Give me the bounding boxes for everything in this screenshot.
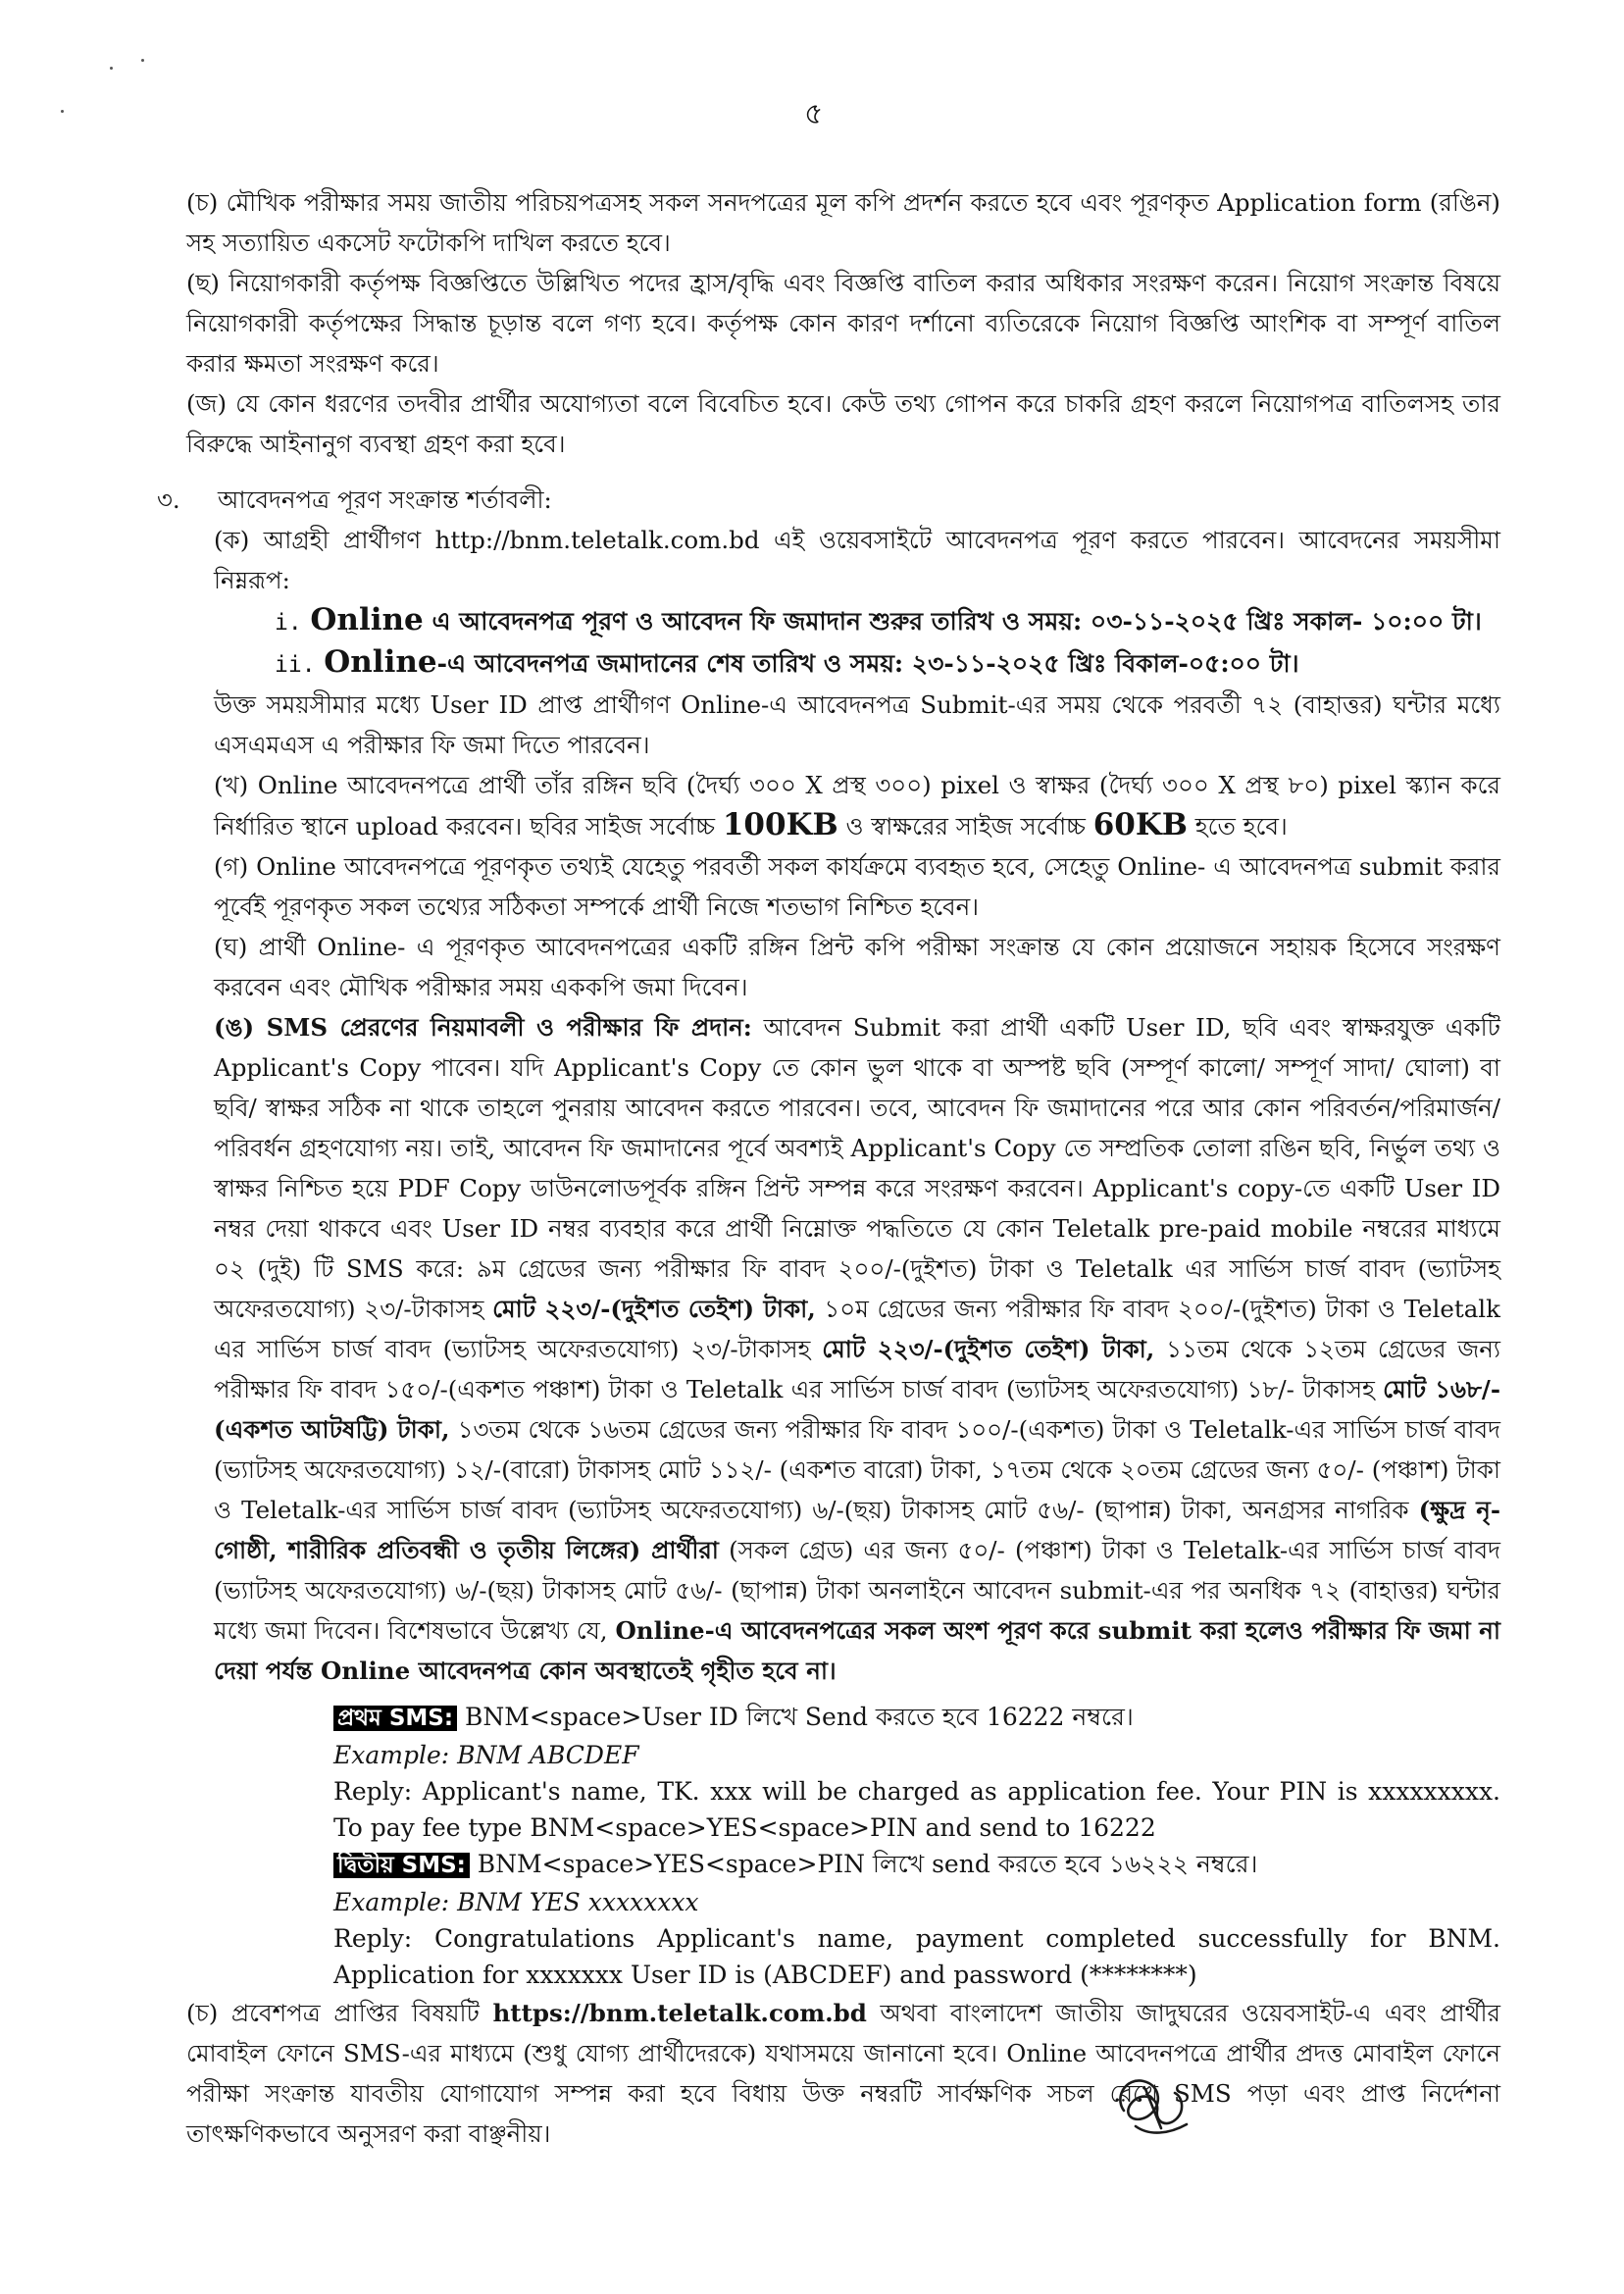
sms-second — [333, 1846, 1500, 1884]
uo-text-5: (সকল গ্রেড) এর জন্য ৫০/- (পঞ্চাশ) টাকা ও Teletalk-এর সার্ভিস চার্জ বাবদ (ভ্যাটসহ অফেরতযোগ্য) ৬/-(ছয়) টাকাসহ মোট ৫৬/- (ছাপান্ন) টাকা অনলাইনে আবেদন submit-এর পর অনধিক ৭২ (বাহাত্তর) ঘন্টার মধ্যে জমা দিবেন। বিশেষভাবে উল্লেখ্য যে, — [214, 1536, 1500, 1645]
section-3 — [157, 480, 1501, 1691]
sms-first-text: BNM<space>User ID লিখে Send করতে হবে 16222 নম্বরে। — [457, 1703, 1134, 1731]
sms-first-label: প্রথম SMS: — [333, 1706, 457, 1731]
sms-second-label: দ্বিতীয় SMS: — [333, 1853, 470, 1878]
timeline-1-online: Online — [310, 602, 424, 637]
section-number: ৩. — [157, 485, 180, 514]
sms-first-example: Example: BNM ABCDEF — [333, 1741, 639, 1769]
timeline-note: উক্ত সময়সীমার মধ্যে User ID প্রাপ্ত প্রার্থীগণ Online-এ আবেদনপত্র Submit-এর সময় থেকে পরবর্তী ৭২ (বাহাত্তর) ঘন্টার মধ্যে এসএমএস এ পরীক্ষার ফি জমা দিতে পারবেন। — [214, 690, 1500, 759]
uo-text-4: ১৩তম থেকে ১৬তম গ্রেডের জন্য পরীক্ষার ফি বাবদ ১০০/-(একশত) টাকা ও Teletalk-এর সার্ভিস চার্জ বাবদ (ভ্যাটসহ অফেরতযোগ্য) ১২/-(বারো) টাকাসহ মোট ১১২/- (একশত বারো) টাকা, ১৭তম থেকে ২০তম গ্রেডের জন্য ৫০/- (পঞ্চাশ) টাকা ও Teletalk-এর সার্ভিস চার্জ বাবদ (ভ্যাটসহ অফেরতযোগ্য) ৬/-(ছয়) টাকাসহ মোট ৫৬/- (ছাপান্ন) টাকা, অনগ্রসর নাগরিক — [214, 1415, 1501, 1524]
clause-ga: (গ) Online আবেদনপত্রে পূরণকৃত তথ্যই যেহেতু পরবর্তী সকল কার্যক্রমে ব্যবহৃত হবে, সেহেতু Online- এ আবেদনপত্র submit করার পূর্বেই পূরণকৃত সকল তথ্যের সঠিকতা সম্পর্কে প্রার্থী নিজে শতভাগ নিশ্চিত হবেন। — [214, 852, 1500, 921]
timeline-1-number: i. — [275, 610, 302, 636]
admit-text-2: অথবা বাংলাদেশ জাতীয় জাদুঘরের ওয়েবসাইট-এ এবং প্রার্থীর মোবাইল ফোনে SMS-এর মাধ্যমে (শুধু যোগ্য প্রার্থীদেরকে) যথাসময়ে জানানো হবে। Online আবেদনপত্রে প্রার্থীর প্রদত্ত মোবাইল ফোনে পরীক্ষা সংক্রান্ত যাবতীয় যোগাযোগ সম্পন্ন করা হবে বিধায় উক্ত নম্বরটি সার্বক্ষণিক সচল রেখে SMS পড়া এবং প্রাপ্ত নির্দেশনা তাৎক্ষণিকভাবে অনুসরণ করা বাঞ্ছনীয়। — [186, 1999, 1501, 2148]
photo-size-limit: 100KB — [722, 807, 838, 842]
signature-size-limit: 60KB — [1092, 807, 1188, 842]
clause-kha — [214, 765, 1500, 846]
clause-cha: (চ) মৌখিক পরীক্ষার সময় জাতীয় পরিচয়পত্রসহ সকল সনদপত্রের মূল কপি প্রদর্শন করতে হবে এবং পূরণকৃত Application form (রঙিন) সহ সত্যায়িত একসেট ফটোকপি দাখিল করতে হবে। — [186, 188, 1500, 257]
kha-text-2: ও স্বাক্ষরের সাইজ সর্বোচ্চ — [837, 812, 1093, 841]
uo-heading: (ঙ) SMS প্রেরণের নিয়মাবলী ও পরীক্ষার ফি প্রদান: — [214, 1013, 752, 1042]
section-heading: আবেদনপত্র পূরণ সংক্রান্ত শর্তাবলী: — [218, 485, 552, 514]
uo-total-10th: মোট ২২৩/-(দুইশত তেইশ) টাকা, — [822, 1335, 1155, 1363]
timeline-1-text: এ আবেদনপত্র পূরণ ও আবেদন ফি জমাদান শুরুর তারিখ ও সময়: ০৩-১১-২০২৫ খ্রিঃ সকাল- ১০:০০ টা। — [423, 607, 1482, 636]
uo-total-9th: মোট ২২৩/-(দুইশত তেইশ) টাকা, — [492, 1295, 816, 1323]
admit-url: https://bnm.teletalk.com.bd — [492, 1999, 867, 2027]
timeline-2-text: -এ আবেদনপত্র জমাদানের শেষ তারিখ ও সময়: ২৩-১১-২০২৫ খ্রিঃ বিকাল-০৫:০০ টা। — [436, 649, 1299, 678]
uo-notice: Online-এ আবেদনপত্রের সকল অংশ পূরণ করে submit করা হলেও পরীক্ষার ফি জমা না দেয়া পর্যন্ত Online আবেদনপত্র কোন অবস্থাতেই গৃহীত হবে না। — [214, 1616, 1500, 1685]
document-body — [157, 182, 1501, 2154]
uo-backward-citizens: (ক্ষুদ্র নৃ-গোষ্ঠী, শারীরিক প্রতিবন্ধী ও তৃতীয় লিঙ্গের) প্রার্থীরা — [214, 1496, 1500, 1564]
timeline-2 — [214, 642, 1500, 685]
signature-initial — [1106, 2067, 1194, 2142]
timeline-2-number: ii. — [275, 652, 316, 678]
kha-text-3: হতে হবে। — [1187, 812, 1288, 841]
admit-text-1: (চ) প্রবেশপত্র প্রাপ্তির বিষয়টি — [186, 1999, 493, 2027]
page-number: ৫ — [804, 97, 824, 131]
clause-ka: (ক) আগ্রহী প্রার্থীগণ http://bnm.teletalk.com.bd এই ওয়েবসাইটে আবেদনপত্র পূরণ করতে পারবেন। আবেদনের সময়সীমা নিম্নরূপ: — [214, 526, 1500, 594]
clause-ja: (জ) যে কোন ধরণের তদবীর প্রার্থীর অযোগ্যতা বলে বিবেচিত হবে। কেউ তথ্য গোপন করে চাকরি গ্রহণ করলে নিয়োগপত্র বাতিলসহ তার বিরুদ্ধে আইনানুগ ব্যবস্থা গ্রহণ করা হবে। — [186, 389, 1500, 458]
sms-second-example: Example: BNM YES xxxxxxxx — [333, 1888, 699, 1916]
sms-instructions — [186, 1699, 1500, 1993]
sms-first — [333, 1699, 1500, 1737]
timeline-1 — [214, 600, 1500, 642]
clause-uo — [214, 1007, 1500, 1691]
uo-text-1: আবেদন Submit করা প্রার্থী একটি User ID, ছবি এবং স্বাক্ষরযুক্ত একটি Applicant's Copy পাবেন। যদি Applicant's Copy তে কোন ভুল থাকে বা অস্পষ্ট ছবি (সম্পূর্ণ কালো/ সম্পূর্ণ সাদা/ ঘোলা) বা ছবি/ স্বাক্ষর সঠিক না থাকে তাহলে পুনরায় আবেদন করতে পারবেন। তবে, আবেদন ফি জমাদানের পরে আর কোন পরিবর্তন/পরিমার্জন/পরিবর্ধন গ্রহণযোগ্য নয়। তাই, আবেদন ফি জমাদানের পূর্বে অবশ্যই Applicant's Copy তে সম্প্রতিক তোলা রঙিন ছবি, নির্ভুল তথ্য ও স্বাক্ষর নিশ্চিত হয়ে PDF Copy ডাউনলোডপূর্বক রঙ্গিন প্রিন্ট সম্পন্ন করে সংরক্ষণ করবেন। Applicant's copy-তে একটি User ID নম্বর দেয়া থাকবে এবং User ID নম্বর ব্যবহার করে প্রার্থী নিম্নোক্ত পদ্ধতিতে যে কোন Teletalk pre-paid mobile নম্বরের মাধ্যমে ০২ (দুই) টি SMS করে: ৯ম গ্রেডের জন্য পরীক্ষার ফি বাবদ ২০০/-(দুইশত) টাকা ও Teletalk এর সার্ভিস চার্জ বাবদ (ভ্যাটসহ অফেরতযোগ্য) ২৩/-টাকাসহ — [214, 1013, 1500, 1323]
sms-second-text: BNM<space>YES<space>PIN লিখে send করতে হবে ১৬২২২ নম্বরে। — [469, 1850, 1258, 1878]
timeline-2-online: Online — [324, 644, 437, 680]
section-3-body — [186, 520, 1500, 1691]
uo-text-2: ১০ম গ্রেডের জন্য পরীক্ষার ফি বাবদ ২০০/-(দুইশত) টাকা ও Teletalk এর সার্ভিস চার্জ বাবদ (ভ্যাটসহ অফেরতযোগ্য) ২৩/-টাকাসহ — [214, 1295, 1500, 1363]
uo-total-11-12th: মোট ১৬৮/-(একশত আটষট্টি) টাকা, — [214, 1375, 1500, 1444]
uo-text-3: ১১তম থেকে ১২তম গ্রেডের জন্য পরীক্ষার ফি বাবদ ১৫০/-(একশত পঞ্চাশ) টাকা ও Teletalk এর সার্ভিস চার্জ বাবদ (ভ্যাটসহ অফেরতযোগ্য) ১৮/- টাকাসহ — [214, 1335, 1501, 1403]
clause-cha-admit — [186, 1993, 1500, 2154]
clause-chha: (ছ) নিয়োগকারী কর্তৃপক্ষ বিজ্ঞপ্তিতে উল্লিখিত পদের হ্রাস/বৃদ্ধি এবং বিজ্ঞপ্তি বাতিল করার অধিকার সংরক্ষণ করেন। নিয়োগ সংক্রান্ত বিষয়ে নিয়োগকারী কর্তৃপক্ষের সিদ্ধান্ত চূড়ান্ত বলে গণ্য হবে। কর্তৃপক্ষ কোন কারণ দর্শানো ব্যতিরেকে নিয়োগ বিজ্ঞপ্তি আংশিক বা সম্পূর্ণ বাতিল করার ক্ষমতা সংরক্ষণ করে। — [186, 269, 1500, 378]
clause-gha: (ঘ) প্রার্থী Online- এ পূরণকৃত আবেদনপত্রের একটি রঙ্গিন প্রিন্ট কপি পরীক্ষা সংক্রান্ত যে কোন প্রয়োজনে সহায়ক হিসেবে সংরক্ষণ করবেন এবং মৌখিক পরীক্ষার সময় এককপি জমা দিবেন। — [214, 933, 1500, 1001]
sms-first-reply: Reply: Applicant's name, TK. xxx will be charged as application fee. Your PIN is xxxxxxxxx. To pay fee type BNM<space>YES<space>PIN and send to 16222 — [333, 1777, 1500, 1842]
kha-text-1: (খ) Online আবেদনপত্রে প্রার্থী তাঁর রঙ্গিন ছবি (দৈর্ঘ্য ৩০০ X প্রস্থ ৩০০) pixel ও স্বাক্ষর (দৈর্ঘ্য ৩০০ X প্রস্থ ৮০) pixel স্ক্যান করে নির্ধারিত স্থানে upload করবেন। ছবির সাইজ সর্বোচ্চ — [214, 771, 1500, 841]
sms-second-reply: Reply: Congratulations Applicant's name, payment completed successfully for BNM. Application for xxxxxxx User ID is (ABCDEF) and password (********) — [333, 1924, 1500, 1989]
